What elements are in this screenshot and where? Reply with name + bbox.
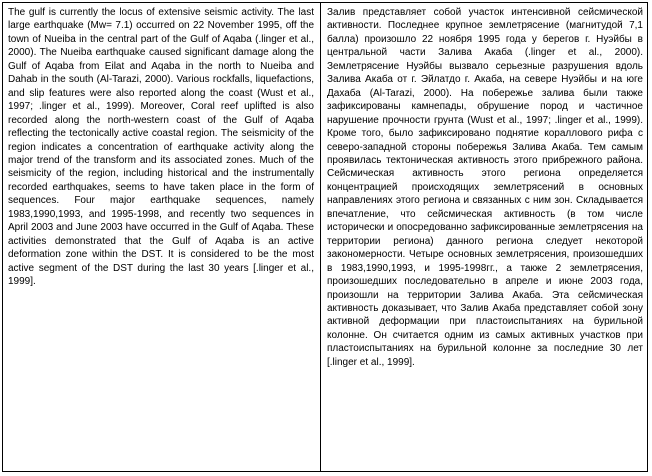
english-text-cell: The gulf is currently the locus of extensive seismic activity. The last large earthquake (Mw= 7.1) occurred on 22 November 1995, off the town of Nueiba in the central part of the Gulf of Aqaba (.linger et al., 2000). The Nueiba earthquake caused significant damage along the Gulf of Aqaba from Eilat and Aqaba in the north to Nueiba and Dahab in the south (Al-Tarazi, 2000). Various rockfalls, liquefactions, and slip features were also reported along the coast (Wust et al., 1997; .linger et al., 1999). Moreover, Coral reef uplifted is also recorded along the north-western coast of the Gulf of Aqaba reflecting the tectonically active coastal region. The seismicity of the region indicates a concentration of earthquake activity along the major trend of the transform and its associated zones. Much of the seismicity of the region, including historical and the instrumentally recorded earthquakes, seems to have taken place in the form of sequences. Four major earthquake sequences, namely 1983,1990,1993, and 1995-1998, and recently two sequences in April 2003 and June 2003 have occurred in the Gulf of Aqaba. These activities demonstrated that the Gulf of Aqaba is an active deformation zone within the DST. It is considered to be the most active segment of the DST during the last 30 years [.linger et al., 1999]. — [3, 3, 321, 471]
russian-text-cell: Залив представляет собой участок интенсивной сейсмической активности. Последнее крупное землетрясение (магнитудой 7,1 балла) произошло 22 ноября 1995 года у берегов г. Нуэйбы в центральной части Залива Акаба (.linger et al., 2000). Землетрясение Нуэйбы вызвало серьезные разрушения вдоль Залива Акаба от г. Эйлатдо г. Акаба, на севере Нуэйбы и на юге Дахаба (Al-Tarazi, 2000). На побережье залива были также зафиксированы камнепады, обрушение пород и частичное нарушение прочности грунта (Wust et al., 1997; .linger et al., 1999). Кроме того, было зафиксировано поднятие кораллового рифа с северо-западной стороны побережья Залива Акаба. Тем самым проявилась тектоническая активность этого прибрежного района. Сейсмическая активность этого региона определяется концентрацией происходящих землетрясений в основных направлениях этого региона и связанных с ним зон. Складывается впечатление, что сейсмическая активность (в том числе исторически и опосредованно зафиксированные землетрясения на территории региона) данного региона следует некоторой закономерности. Четыре основных землетрясения, произошедших в 1983,1990,1993, и 1995-1998гг., а также 2 землетрясения, произошедших последовательно в апреле и июне 2003 года, произошли на территории Залива Акаба. Эта сейсмическая активность доказывает, что Залив Акаба представляет собой зону активной деформации при пластоиспытаниях на бурильной колонне. Он считается одним из самых активных участков при пластоиспытаниях на бурильной колонне за последние 30 лет [.linger et al., 1999]. — [327, 7, 643, 368]
bilingual-table — [2, 2, 648, 472]
